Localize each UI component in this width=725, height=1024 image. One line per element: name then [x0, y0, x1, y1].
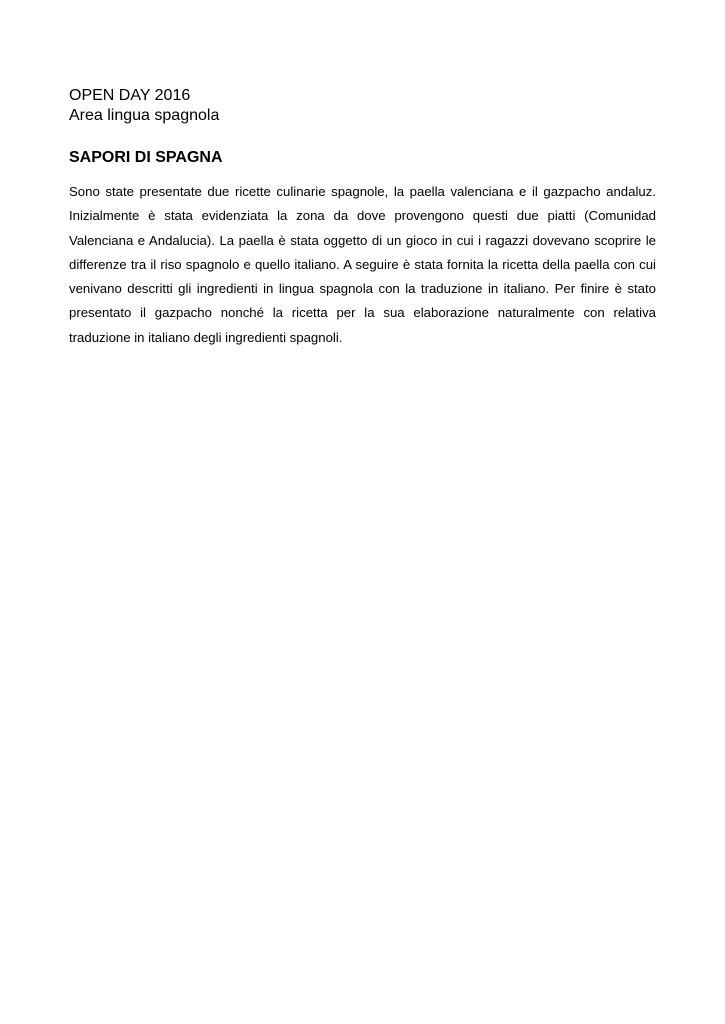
body-paragraph: Sono state presentate due ricette culinarie spagnole, la paella valenciana e il gazpacho andaluz. Inizialmente è stata evidenziata la zona da dove provengono questi due piatti (Comunidad Valenciana e Andalucia). La paella è stata oggetto di un gioco in cui i ragazzi dovevano scoprire le differenze tra il riso spagnolo e quello italiano. A seguire è stata fornita la ricetta della paella con cui venivano descritti gli ingredienti in lingua spagnola con la traduzione in italiano. Per finire è stato presentato il gazpacho nonché la ricetta per la sua elaborazione naturalmente con relativa traduzione in italiano degli ingredienti spagnoli. — [69, 184, 656, 345]
document-page — [69, 86, 656, 350]
event-title: OPEN DAY 2016 — [69, 87, 191, 104]
section-heading: SAPORI DI SPAGNA — [69, 149, 223, 166]
area-subtitle: Area lingua spagnola — [69, 107, 220, 124]
